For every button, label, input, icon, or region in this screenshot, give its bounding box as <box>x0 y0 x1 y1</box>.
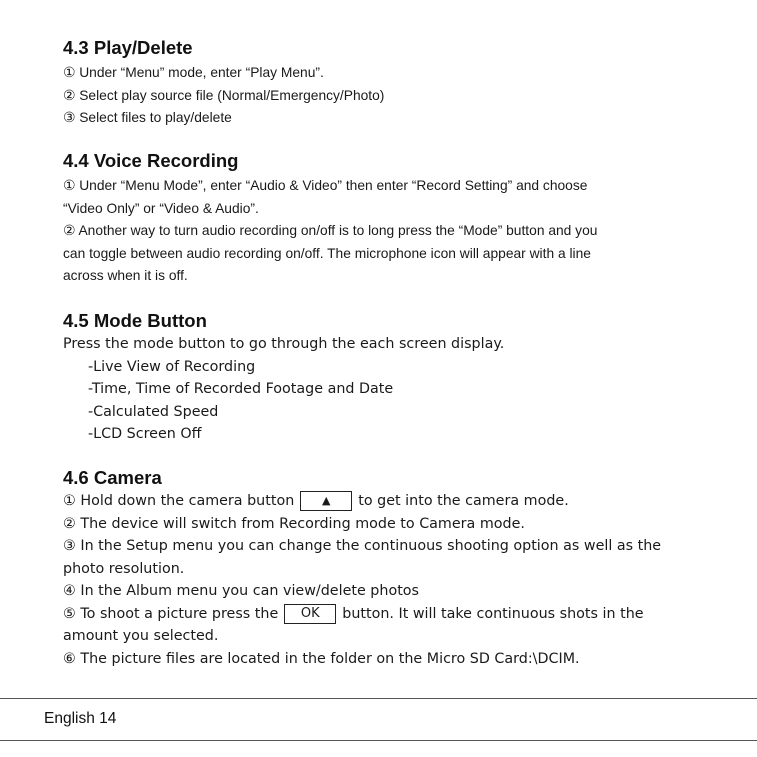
voice-step-2a: ② Another way to turn audio recording on/off is to long press the “Mode” button and you <box>63 223 598 238</box>
section-camera <box>63 467 703 670</box>
camera-step-5-text: ⑤ To shoot a picture press the <box>63 605 279 622</box>
page-number: English 14 <box>44 710 117 727</box>
heading-mode-button: 4.5 Mode Button <box>63 310 207 331</box>
voice-step-1b: “Video Only” or “Video & Audio”. <box>63 200 259 216</box>
mode-item-live-view: -Live View of Recording <box>88 358 256 375</box>
ok-button-icon: OK <box>284 604 336 624</box>
camera-step-5 <box>63 603 703 626</box>
camera-button-icon: ▲ <box>300 491 352 511</box>
play-delete-step-3: ③ Select files to play/delete <box>63 110 232 125</box>
camera-step-6: ⑥ The picture files are located in the folder on the Micro SD Card:\DCIM. <box>63 650 580 667</box>
camera-step-1 <box>63 490 703 513</box>
camera-step-3b: photo resolution. <box>63 560 185 577</box>
section-mode-button <box>63 310 703 446</box>
camera-step-4: ④ In the Album menu you can view/delete photos <box>63 583 419 599</box>
voice-step-2b: can toggle between audio recording on/off. The microphone icon will appear with a line <box>63 245 591 261</box>
mode-button-intro: Press the mode button to go through the each screen display. <box>63 336 505 352</box>
camera-step-1-text: ① Hold down the camera button <box>63 493 295 509</box>
section-voice-recording <box>63 150 703 288</box>
camera-step-3a: ③ In the Setup menu you can change the continuous shooting option as well as the <box>63 538 662 554</box>
section-play-delete <box>63 37 703 130</box>
heading-play-delete: 4.3 Play/Delete <box>63 37 193 58</box>
mode-item-time: -Time, Time of Recorded Footage and Date <box>88 381 394 397</box>
camera-step-2: ② The device will switch from Recording mode to Camera mode. <box>63 515 525 532</box>
camera-step-5b: amount you selected. <box>63 628 219 644</box>
heading-voice-recording: 4.4 Voice Recording <box>63 150 239 171</box>
mode-item-speed: -Calculated Speed <box>88 403 219 420</box>
camera-step-5-text-end: button. It will take continuous shots in the <box>342 605 644 622</box>
play-delete-step-2: ② Select play source file (Normal/Emergency/Photo) <box>63 87 385 103</box>
voice-step-2c: across when it is off. <box>63 268 188 283</box>
footer-divider-top <box>0 698 757 699</box>
mode-item-lcd-off: -LCD Screen Off <box>88 426 202 442</box>
heading-camera: 4.6 Camera <box>63 467 162 488</box>
play-delete-step-1: ① Under “Menu” mode, enter “Play Menu”. <box>63 65 324 80</box>
footer-divider-bottom <box>0 740 757 741</box>
camera-step-1-text-end: to get into the camera mode. <box>358 493 569 509</box>
voice-step-1a: ① Under “Menu Mode”, enter “Audio & Video” then enter “Record Setting” and choose <box>63 178 588 193</box>
